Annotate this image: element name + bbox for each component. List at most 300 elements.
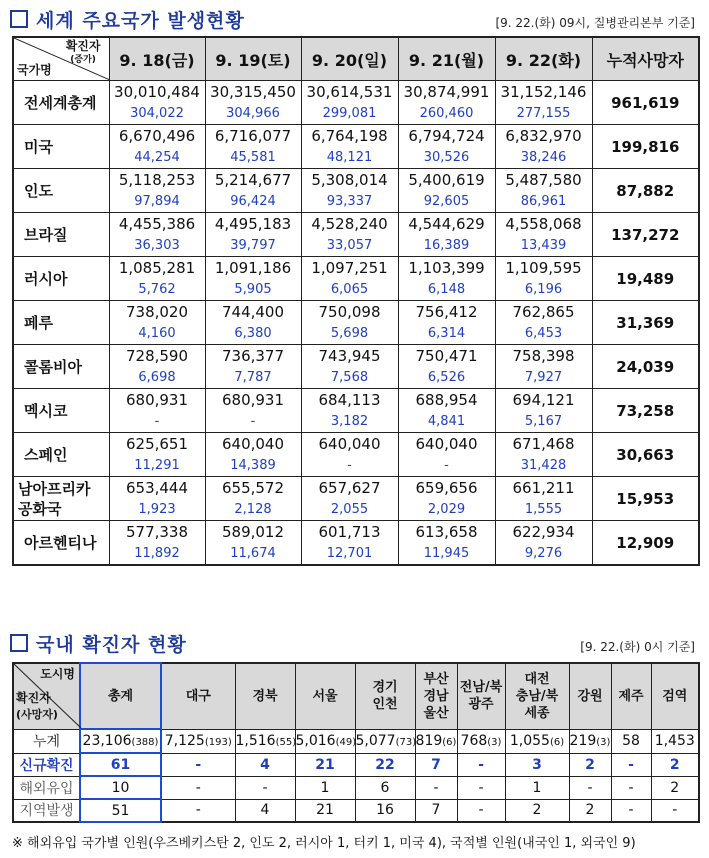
cumulative-cases-cell: 655,572	[205, 477, 301, 500]
cumulative-cases-cell: 4,455,386	[109, 213, 205, 236]
domestic-title-text: 국내 확진자 현황	[36, 634, 187, 656]
new-cases-cell: 6,148	[398, 279, 495, 301]
region-value-cell	[355, 776, 415, 799]
new-cases-cell: 304,022	[109, 103, 205, 125]
region-header-line: 제주	[618, 688, 644, 704]
region-value-cell	[355, 799, 415, 822]
region-value: -	[433, 779, 439, 796]
country-name: 인도	[13, 169, 109, 213]
cumulative-cases-cell: 657,627	[301, 477, 398, 500]
cumulative-cases-cell: 688,954	[398, 389, 495, 412]
region-deaths: (73)	[395, 737, 417, 748]
region-value-cell	[80, 753, 161, 776]
new-cases-cell: 86,961	[495, 191, 592, 213]
new-cases-cell: 38,246	[495, 147, 592, 169]
region-value-cell	[505, 729, 569, 753]
world-reference-note: [9. 22.(화) 09시, 질병관리본부 기준]	[495, 16, 695, 30]
region-header-line: 검역	[662, 688, 688, 704]
checkbox-square-icon	[10, 10, 28, 28]
region-value: 2	[670, 779, 680, 796]
cumulative-cases-cell: 1,097,251	[301, 257, 398, 280]
region-value-cell	[235, 753, 295, 776]
country-name: 브라질	[13, 213, 109, 257]
cumulative-deaths-cell: 137,272	[592, 213, 699, 257]
new-cases-cell: 13,439	[495, 235, 592, 257]
cumulative-cases-cell: 6,716,077	[205, 125, 301, 148]
region-value-cell	[415, 729, 457, 753]
country-cumulative-row	[13, 389, 699, 412]
cumulative-cases-cell: 4,558,068	[495, 213, 592, 236]
cumulative-cases-cell: 30,315,450	[205, 81, 301, 104]
region-header	[235, 663, 295, 729]
region-deaths: (3)	[487, 737, 502, 748]
region-value-cell	[235, 776, 295, 799]
country-cumulative-row	[13, 477, 699, 500]
new-cases-cell: 92,605	[398, 191, 495, 213]
new-cases-cell: 45,581	[205, 147, 301, 169]
deaths-header: 누적사망자	[592, 37, 699, 81]
region-value-cell	[355, 729, 415, 753]
checkbox-square-icon	[10, 634, 28, 652]
country-name: 미국	[13, 125, 109, 169]
new-cases-cell: 304,966	[205, 103, 301, 125]
cumulative-cases-cell: 4,544,629	[398, 213, 495, 236]
region-value: 3	[532, 756, 542, 773]
world-cases-table	[12, 36, 700, 566]
new-cases-cell: 4,841	[398, 411, 495, 433]
region-value-cell	[235, 729, 295, 753]
region-value: -	[478, 802, 484, 819]
domestic-corner-header	[13, 663, 80, 729]
new-cases-cell: 33,057	[301, 235, 398, 257]
region-header-line: 세종	[524, 705, 550, 721]
region-header-line: 울산	[423, 705, 449, 721]
country-cumulative-row	[13, 301, 699, 324]
new-cases-cell: 9,276	[495, 543, 592, 565]
region-header	[651, 663, 699, 729]
region-value-cell	[80, 729, 161, 753]
region-value-cell	[569, 776, 611, 799]
domestic-reference-note: [9. 22.(화) 0시 기준]	[580, 640, 695, 654]
new-cases-cell: 2,128	[205, 499, 301, 521]
country-name	[13, 477, 109, 521]
region-value-cell	[505, 753, 569, 776]
cumulative-cases-cell: 6,832,970	[495, 125, 592, 148]
new-cases-cell: 11,945	[398, 543, 495, 565]
row-label: 신규확진	[13, 753, 80, 776]
region-value: 22	[375, 756, 395, 773]
country-name: 멕시코	[13, 389, 109, 433]
region-value-cell	[457, 799, 505, 822]
region-header	[355, 663, 415, 729]
new-cases-cell: 16,389	[398, 235, 495, 257]
country-name-line1: 남아프리카	[18, 479, 91, 498]
region-header-line: 경북	[252, 688, 278, 704]
date-header: 9. 21(월)	[398, 37, 495, 81]
new-cases-cell: 6,196	[495, 279, 592, 301]
region-value-cell	[295, 799, 355, 822]
corner-confirmed-label: 확진자	[16, 691, 51, 705]
cumulative-cases-cell: 613,658	[398, 521, 495, 544]
region-value: 4	[260, 802, 270, 819]
new-cases-cell: 11,291	[109, 455, 205, 477]
cumulative-cases-cell: 5,118,253	[109, 169, 205, 192]
cumulative-deaths-cell: 15,953	[592, 477, 699, 521]
new-cases-cell: 14,389	[205, 455, 301, 477]
region-header-line: 부산	[423, 671, 449, 687]
cumulative-deaths-cell: 199,816	[592, 125, 699, 169]
world-section-title	[10, 6, 245, 33]
region-header-line: 서울	[312, 688, 338, 704]
date-header: 9. 18(금)	[109, 37, 205, 81]
world-title-text: 세계 주요국가 발생현황	[36, 10, 245, 32]
domestic-data-row	[13, 729, 699, 753]
cumulative-cases-cell: 30,010,484	[109, 81, 205, 104]
region-header	[295, 663, 355, 729]
cumulative-cases-cell: 625,651	[109, 433, 205, 456]
country-cumulative-row	[13, 521, 699, 544]
row-label: 지역발생	[13, 799, 80, 822]
country-name: 페루	[13, 301, 109, 345]
region-header	[415, 663, 457, 729]
new-cases-cell: 6,526	[398, 367, 495, 389]
region-value-cell	[415, 776, 457, 799]
region-value: 2	[585, 756, 595, 773]
cumulative-cases-cell: 30,874,991	[398, 81, 495, 104]
new-cases-cell: -	[205, 411, 301, 433]
cumulative-cases-cell: 680,931	[205, 389, 301, 412]
region-header-line: 경남	[423, 688, 449, 704]
country-name: 아르헨티나	[13, 521, 109, 566]
new-cases-cell: 260,460	[398, 103, 495, 125]
new-cases-cell: 6,380	[205, 323, 301, 345]
region-value-cell	[161, 729, 235, 753]
region-header	[457, 663, 505, 729]
new-cases-cell: -	[398, 455, 495, 477]
cumulative-cases-cell: 5,214,677	[205, 169, 301, 192]
region-value: 2	[532, 802, 542, 819]
cumulative-cases-cell: 30,614,531	[301, 81, 398, 104]
cumulative-cases-cell: 684,113	[301, 389, 398, 412]
country-name: 스페인	[13, 433, 109, 477]
region-value: 768	[460, 733, 488, 749]
new-cases-cell: 6,698	[109, 367, 205, 389]
cumulative-cases-cell: 750,098	[301, 301, 398, 324]
region-value-cell	[651, 753, 699, 776]
cumulative-deaths-cell: 87,882	[592, 169, 699, 213]
cumulative-cases-cell: 31,152,146	[495, 81, 592, 104]
region-header-line: 경기	[372, 680, 398, 696]
date-header: 9. 19(토)	[205, 37, 301, 81]
region-value: -	[195, 779, 201, 796]
cumulative-cases-cell: 743,945	[301, 345, 398, 368]
cumulative-deaths-cell: 30,663	[592, 433, 699, 477]
region-value: 819	[415, 733, 443, 749]
region-value: 7,125	[164, 733, 205, 749]
region-value-cell	[505, 799, 569, 822]
region-value-cell	[161, 776, 235, 799]
cumulative-cases-cell: 659,656	[398, 477, 495, 500]
region-header-line: 광주	[468, 697, 494, 713]
region-header-line: 인천	[372, 697, 398, 713]
region-value: -	[587, 779, 593, 796]
cumulative-cases-cell: 640,040	[398, 433, 495, 456]
new-cases-cell: 7,927	[495, 367, 592, 389]
region-value-cell	[457, 776, 505, 799]
cumulative-cases-cell: 4,495,183	[205, 213, 301, 236]
domestic-cases-table	[12, 662, 700, 823]
region-header-line: 전남/북	[459, 680, 503, 696]
cumulative-cases-cell: 661,211	[495, 477, 592, 500]
date-header: 9. 22(화)	[495, 37, 592, 81]
region-value-cell	[295, 776, 355, 799]
cumulative-cases-cell: 6,670,496	[109, 125, 205, 148]
domestic-header-row	[13, 663, 699, 729]
region-value-cell	[611, 729, 651, 753]
region-header-line: 충남/북	[515, 688, 559, 704]
region-value: 1,516	[235, 733, 276, 749]
region-value: -	[195, 802, 201, 819]
region-value: -	[672, 802, 678, 819]
country-name: 콜롬비아	[13, 345, 109, 389]
region-deaths: (6)	[442, 737, 457, 748]
region-value: 219	[569, 733, 597, 749]
world-corner-header	[13, 37, 109, 81]
cumulative-cases-cell: 750,471	[398, 345, 495, 368]
new-cases-cell: 96,424	[205, 191, 301, 213]
footnote: ※ 해외유입 국가별 인원(우즈베키스탄 2, 인도 2, 러시아 1, 터키 1, 미국 4), 국적별 인원(내국인 1, 외국인 9)	[12, 836, 636, 851]
corner-confirmed-label: 확진자 (증가)	[65, 39, 101, 65]
new-cases-cell: 299,081	[301, 103, 398, 125]
country-name: 러시아	[13, 257, 109, 301]
region-value-cell	[355, 753, 415, 776]
region-value-cell	[611, 799, 651, 822]
cumulative-cases-cell: 756,412	[398, 301, 495, 324]
region-value-cell	[80, 776, 161, 799]
date-header: 9. 20(일)	[301, 37, 398, 81]
region-value-cell	[161, 799, 235, 822]
region-header-line: 대전	[524, 671, 550, 687]
new-cases-cell: 44,254	[109, 147, 205, 169]
cumulative-deaths-cell: 24,039	[592, 345, 699, 389]
new-cases-cell: 48,121	[301, 147, 398, 169]
new-cases-cell: 5,762	[109, 279, 205, 301]
new-cases-cell: 5,905	[205, 279, 301, 301]
cumulative-cases-cell: 6,764,198	[301, 125, 398, 148]
country-cumulative-row	[13, 169, 699, 192]
cumulative-cases-cell: 4,528,240	[301, 213, 398, 236]
cumulative-cases-cell: 653,444	[109, 477, 205, 500]
region-value: -	[628, 802, 634, 819]
region-value: 5,016	[295, 733, 336, 749]
domestic-data-row	[13, 799, 699, 822]
region-deaths: (388)	[131, 737, 159, 748]
region-value-cell	[611, 753, 651, 776]
region-value: 23,106	[82, 733, 132, 749]
region-value: 7	[431, 802, 441, 819]
corner-deaths-label: (사망자)	[16, 708, 58, 721]
cumulative-cases-cell: 1,109,595	[495, 257, 592, 280]
cumulative-cases-cell: 577,338	[109, 521, 205, 544]
new-cases-cell: 4,160	[109, 323, 205, 345]
cumulative-cases-cell: 694,121	[495, 389, 592, 412]
corner-country-label: 국가명	[17, 63, 52, 77]
region-value-cell	[295, 729, 355, 753]
region-value-cell	[651, 776, 699, 799]
region-header-line: 대구	[185, 688, 211, 704]
region-value-cell	[569, 799, 611, 822]
cumulative-cases-cell: 5,308,014	[301, 169, 398, 192]
cumulative-cases-cell: 640,040	[301, 433, 398, 456]
region-value: 5,077	[355, 733, 396, 749]
region-deaths: (55)	[275, 737, 297, 748]
country-cumulative-row	[13, 257, 699, 280]
region-value: 6	[380, 779, 390, 796]
region-header	[569, 663, 611, 729]
domestic-section-title	[10, 630, 187, 657]
new-cases-cell: -	[109, 411, 205, 433]
new-cases-cell: 6,314	[398, 323, 495, 345]
new-cases-cell: 7,568	[301, 367, 398, 389]
cumulative-cases-cell: 762,865	[495, 301, 592, 324]
cumulative-cases-cell: 671,468	[495, 433, 592, 456]
region-value: 10	[111, 779, 130, 796]
cumulative-cases-cell: 1,103,399	[398, 257, 495, 280]
region-value: 1	[320, 779, 330, 796]
region-value: -	[628, 779, 634, 796]
region-value-cell	[161, 753, 235, 776]
new-cases-cell: 7,787	[205, 367, 301, 389]
new-cases-cell: 39,797	[205, 235, 301, 257]
region-value: 7	[431, 756, 441, 773]
cumulative-cases-cell: 601,713	[301, 521, 398, 544]
new-cases-cell: 11,892	[109, 543, 205, 565]
region-header	[505, 663, 569, 729]
region-value-cell	[651, 729, 699, 753]
country-cumulative-row	[13, 345, 699, 368]
region-deaths: (3)	[596, 737, 611, 748]
new-cases-cell: 2,055	[301, 499, 398, 521]
region-header	[611, 663, 651, 729]
region-header-line: 강원	[577, 688, 603, 704]
region-value: 1	[532, 779, 542, 796]
new-cases-cell: 277,155	[495, 103, 592, 125]
new-cases-cell: 36,303	[109, 235, 205, 257]
new-cases-cell: 31,428	[495, 455, 592, 477]
cumulative-deaths-cell: 12,909	[592, 521, 699, 566]
new-cases-cell: 3,182	[301, 411, 398, 433]
cumulative-cases-cell: 680,931	[109, 389, 205, 412]
region-value: 51	[111, 802, 130, 819]
region-value-cell	[80, 799, 161, 822]
cumulative-deaths-cell: 19,489	[592, 257, 699, 301]
new-cases-cell: 5,698	[301, 323, 398, 345]
cumulative-cases-cell: 758,398	[495, 345, 592, 368]
country-cumulative-row	[13, 125, 699, 148]
region-value-cell	[457, 729, 505, 753]
region-value-cell	[505, 776, 569, 799]
cumulative-cases-cell: 589,012	[205, 521, 301, 544]
cumulative-cases-cell: 744,400	[205, 301, 301, 324]
region-value: 1,453	[654, 733, 695, 749]
cumulative-cases-cell: 736,377	[205, 345, 301, 368]
region-deaths: (6)	[549, 737, 565, 748]
domestic-data-row	[13, 776, 699, 799]
cumulative-cases-cell: 5,400,619	[398, 169, 495, 192]
cumulative-cases-cell: 728,590	[109, 345, 205, 368]
cumulative-cases-cell: 6,794,724	[398, 125, 495, 148]
corner-city-label: 도시명	[40, 667, 75, 681]
region-value: 58	[622, 733, 640, 749]
new-cases-cell: 6,453	[495, 323, 592, 345]
new-cases-cell: 30,526	[398, 147, 495, 169]
cumulative-cases-cell: 622,934	[495, 521, 592, 544]
country-cumulative-row	[13, 433, 699, 456]
region-header	[80, 663, 161, 729]
region-value: 4	[260, 756, 270, 773]
region-value-cell	[569, 753, 611, 776]
region-value-cell	[235, 799, 295, 822]
region-header-line: 총계	[107, 688, 134, 704]
region-value: 16	[376, 802, 394, 819]
region-value-cell	[457, 753, 505, 776]
region-value: -	[628, 756, 634, 773]
cumulative-cases-cell: 5,487,580	[495, 169, 592, 192]
new-cases-cell: 11,674	[205, 543, 301, 565]
region-value: -	[478, 756, 484, 773]
region-value: -	[478, 779, 484, 796]
row-label: 누계	[13, 729, 80, 753]
cumulative-cases-cell: 640,040	[205, 433, 301, 456]
domestic-data-row	[13, 753, 699, 776]
cumulative-deaths-cell: 31,369	[592, 301, 699, 345]
region-deaths: (49)	[335, 737, 357, 748]
region-value: -	[262, 779, 268, 796]
region-value: 2	[669, 756, 680, 773]
region-value-cell	[651, 799, 699, 822]
region-value: 21	[316, 802, 334, 819]
cumulative-deaths-cell: 73,258	[592, 389, 699, 433]
country-name: 전세계총계	[13, 81, 109, 125]
cumulative-cases-cell: 1,085,281	[109, 257, 205, 280]
region-value: 61	[110, 756, 131, 773]
region-value: 2	[585, 802, 595, 819]
region-value-cell	[415, 753, 457, 776]
new-cases-cell: 1,923	[109, 499, 205, 521]
region-value-cell	[415, 799, 457, 822]
country-cumulative-row	[13, 213, 699, 236]
new-cases-cell: 5,167	[495, 411, 592, 433]
region-value-cell	[611, 776, 651, 799]
row-label: 해외유입	[13, 776, 80, 799]
cumulative-cases-cell: 1,091,186	[205, 257, 301, 280]
new-cases-cell: 1,555	[495, 499, 592, 521]
cumulative-cases-cell: 738,020	[109, 301, 205, 324]
new-cases-cell: 2,029	[398, 499, 495, 521]
new-cases-cell: -	[301, 455, 398, 477]
cumulative-deaths-cell: 961,619	[592, 81, 699, 125]
region-value: -	[195, 756, 202, 773]
region-deaths: (193)	[204, 737, 232, 748]
region-value: 1,055	[509, 733, 550, 749]
region-value-cell	[569, 729, 611, 753]
new-cases-cell: 6,065	[301, 279, 398, 301]
region-header	[161, 663, 235, 729]
country-cumulative-row	[13, 81, 699, 104]
new-cases-cell: 12,701	[301, 543, 398, 565]
region-value: 21	[315, 756, 335, 773]
region-value-cell	[295, 753, 355, 776]
